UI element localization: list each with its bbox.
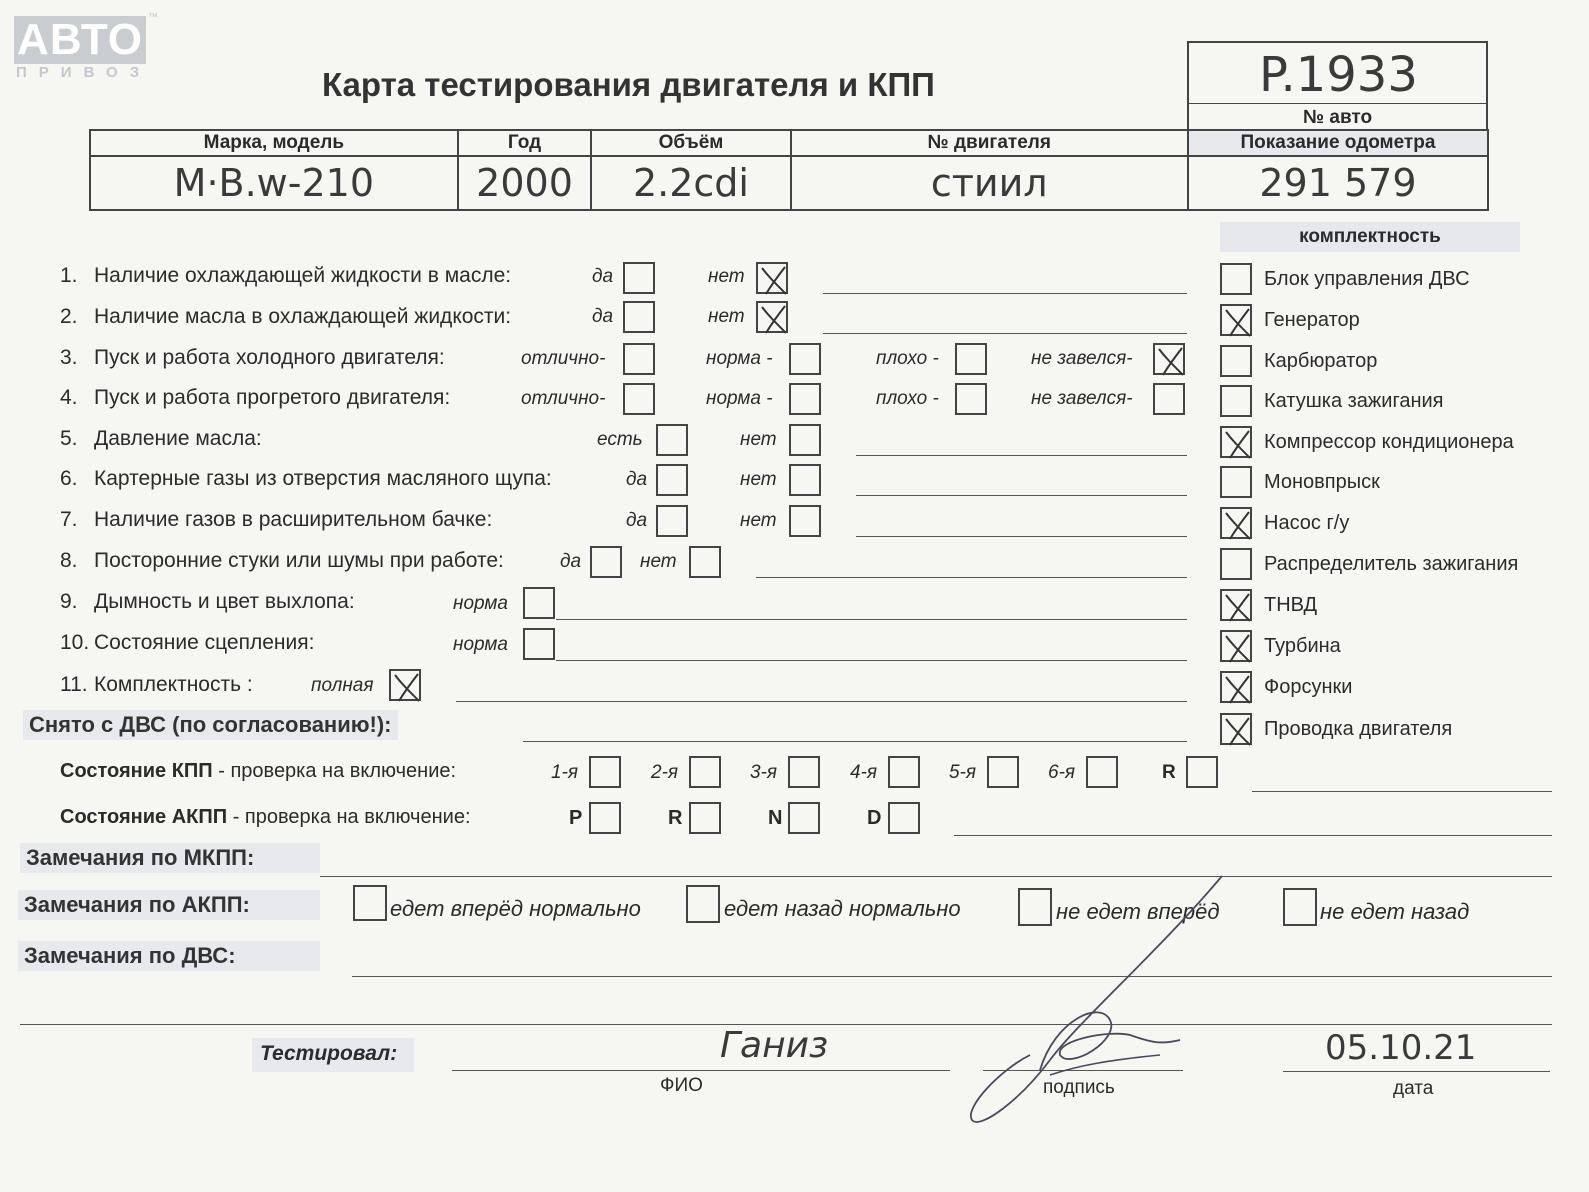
kompl-ac-compressor-checkbox[interactable]	[1220, 426, 1252, 458]
signature-label: подпись	[1043, 1077, 1115, 1098]
q11-full-checkbox[interactable]	[389, 669, 421, 701]
q7-opt-no-label: нет	[740, 510, 777, 531]
kompl-injection-pump-checkbox[interactable]	[1220, 589, 1252, 621]
q4-nostart-checkbox[interactable]	[1153, 383, 1185, 415]
q7-no-checkbox[interactable]	[789, 505, 821, 537]
gear-r-checkbox[interactable]	[1186, 756, 1218, 788]
col-volume-header: Объём	[591, 130, 790, 156]
question-10: 10. Состояние сцепления:	[60, 631, 315, 654]
q3-nostart-checkbox[interactable]	[1153, 343, 1185, 375]
gear-1-checkbox[interactable]	[589, 756, 621, 788]
check-mark-icon	[1222, 673, 1254, 705]
q10-opt-norm-label: норма	[453, 634, 508, 655]
gear-6-checkbox[interactable]	[1086, 756, 1118, 788]
akpp-d-label: D	[867, 807, 882, 829]
check-mark-icon	[1222, 428, 1254, 460]
q5-opt-yes-label: есть	[597, 429, 643, 450]
col-year-header: Год	[458, 130, 592, 156]
akpp-p-checkbox[interactable]	[589, 802, 621, 834]
akpp-no-back-label: не едет назад	[1320, 899, 1470, 924]
gear-3-checkbox[interactable]	[788, 756, 820, 788]
kompl-ps-pump-checkbox[interactable]	[1220, 507, 1252, 539]
model-value[interactable]: M·B.w-210	[90, 156, 458, 210]
akpp-r-checkbox[interactable]	[689, 802, 721, 834]
akpp-no-forward-label: не едет вперёд	[1056, 899, 1220, 924]
q8-yes-checkbox[interactable]	[590, 546, 622, 578]
q1-opt-no-label: нет	[708, 266, 745, 287]
gear-6-label: 6-я	[1048, 762, 1076, 783]
question-7: 7. Наличие газов в расширительном бачке:	[60, 508, 493, 531]
q7-opt-yes-label: да	[626, 510, 648, 531]
remarks-akpp-label: Замечания по АКПП:	[18, 890, 320, 920]
q3-opt-nostart-label: не завелся-	[1031, 348, 1133, 369]
question-1: 1. Наличие охлаждающей жидкости в масле:	[60, 264, 512, 287]
gear-4-label: 4-я	[850, 762, 878, 783]
q4-opt-bad-label: плохо -	[876, 388, 939, 409]
odometer-value[interactable]: 291 579	[1188, 156, 1488, 210]
check-mark-icon	[1222, 715, 1254, 747]
engine-number-value[interactable]: cтиил	[791, 156, 1188, 210]
col-odometer-header: Показание одометра	[1188, 130, 1488, 156]
kompl-distributor-label: Распределитель зажигания	[1264, 553, 1519, 575]
akpp-forward-ok-checkbox[interactable]	[353, 885, 387, 921]
q5-no-checkbox[interactable]	[789, 424, 821, 456]
kompl-monoinjection-checkbox[interactable]	[1220, 466, 1252, 498]
q4-excellent-checkbox[interactable]	[623, 383, 655, 415]
akpp-n-label: N	[768, 807, 783, 829]
q8-no-checkbox[interactable]	[689, 546, 721, 578]
q4-opt-excellent-label: отлично-	[521, 388, 606, 409]
check-mark-icon	[1222, 591, 1254, 623]
kompl-turbo-label: Турбина	[1264, 635, 1341, 657]
kompl-header: комплектность	[1220, 222, 1520, 252]
gear-2-checkbox[interactable]	[689, 756, 721, 788]
q3-normal-checkbox[interactable]	[789, 343, 821, 375]
q6-opt-no-label: нет	[740, 469, 777, 490]
q1-no-checkbox[interactable]	[756, 262, 788, 294]
check-mark-icon	[391, 671, 423, 703]
vehicle-table	[89, 129, 1489, 211]
check-mark-icon	[1155, 345, 1187, 377]
remarks-dvs-label: Замечания по ДВС:	[18, 941, 320, 971]
q2-opt-no-label: нет	[708, 306, 745, 327]
q2-opt-yes-label: да	[592, 306, 614, 327]
q1-opt-yes-label: да	[592, 266, 614, 287]
question-6: 6. Картерные газы из отверстия масляного щупа:	[60, 467, 552, 490]
kompl-distributor-checkbox[interactable]	[1220, 548, 1252, 580]
kompl-carburetor-label: Карбюратор	[1264, 350, 1378, 372]
removed-label: Снято с ДВС (по согласованию!):	[23, 710, 398, 740]
akpp-back-ok-label: едет назад нормально	[724, 896, 961, 921]
question-2: 2. Наличие масла в охлаждающей жидкости:	[60, 305, 512, 328]
kompl-injection-pump-label: ТНВД	[1264, 594, 1318, 616]
col-model-header: Марка, модель	[90, 130, 458, 156]
kompl-wiring-label: Проводка двигателя	[1264, 718, 1453, 740]
gear-4-checkbox[interactable]	[888, 756, 920, 788]
question-5: 5. Давление масла:	[60, 427, 262, 450]
q3-opt-bad-label: плохо -	[876, 348, 939, 369]
q5-yes-checkbox[interactable]	[656, 424, 688, 456]
q4-bad-checkbox[interactable]	[955, 383, 987, 415]
plate-label: № авто	[1302, 107, 1373, 128]
kompl-injectors-checkbox[interactable]	[1220, 671, 1252, 703]
question-11: 11. Комплектность :	[60, 673, 253, 696]
kompl-generator-checkbox[interactable]	[1220, 304, 1252, 336]
kompl-generator-label: Генератор	[1264, 309, 1360, 331]
gear-1-label: 1-я	[551, 762, 579, 783]
signature-drawing	[960, 870, 1240, 1140]
logo-tm: ™	[148, 12, 158, 23]
gear-5-checkbox[interactable]	[987, 756, 1019, 788]
akpp-p-label: P	[569, 807, 583, 829]
akpp-forward-ok-label: едет вперёд нормально	[390, 896, 641, 921]
date-label: дата	[1393, 1078, 1434, 1099]
question-3: 3. Пуск и работа холодного двигателя:	[60, 346, 445, 369]
kompl-turbo-checkbox[interactable]	[1220, 630, 1252, 662]
plate-number: P.1933	[1259, 47, 1418, 103]
q6-no-checkbox[interactable]	[789, 464, 821, 496]
q10-norm-checkbox[interactable]	[523, 628, 555, 660]
check-mark-icon	[758, 264, 790, 296]
q6-yes-checkbox[interactable]	[656, 464, 688, 496]
q6-opt-yes-label: да	[626, 469, 648, 490]
q8-opt-yes-label: да	[560, 551, 582, 572]
logo-subtitle: ПРИВОЗ	[16, 64, 152, 81]
q4-normal-checkbox[interactable]	[789, 383, 821, 415]
akpp-back-ok-checkbox[interactable]	[686, 885, 720, 923]
q4-opt-normal-label: норма -	[706, 388, 773, 409]
logo: АВТО	[14, 16, 146, 64]
q8-opt-no-label: нет	[640, 551, 677, 572]
q3-bad-checkbox[interactable]	[955, 343, 987, 375]
fio-label: ФИО	[660, 1075, 703, 1096]
gear-2-label: 2-я	[651, 762, 679, 783]
q1-yes-checkbox[interactable]	[623, 262, 655, 294]
kompl-monoinjection-label: Моновпрыск	[1264, 471, 1380, 493]
q3-opt-excellent-label: отлично-	[521, 348, 606, 369]
q2-no-checkbox[interactable]	[756, 301, 788, 333]
question-4: 4. Пуск и работа прогретого двигателя:	[60, 386, 451, 409]
plate-box	[1187, 41, 1488, 131]
q3-opt-normal-label: норма -	[706, 348, 773, 369]
akpp-d-checkbox[interactable]	[888, 802, 920, 834]
akpp-n-checkbox[interactable]	[788, 802, 820, 834]
q3-excellent-checkbox[interactable]	[623, 343, 655, 375]
gear-3-label: 3-я	[750, 762, 778, 783]
q7-yes-checkbox[interactable]	[656, 505, 688, 537]
question-8: 8. Посторонние стуки или шумы при работе:	[60, 549, 504, 572]
q11-opt-full-label: полная	[311, 675, 374, 696]
kpp-label: Состояние КПП - проверка на включение:	[60, 760, 457, 782]
year-value[interactable]: 2000	[458, 156, 592, 210]
kompl-carburetor-checkbox[interactable]	[1220, 345, 1252, 377]
fio-value[interactable]: Ганиз	[720, 1025, 829, 1066]
check-mark-icon	[1222, 509, 1254, 541]
page-title: Карта тестирования двигателя и КПП	[322, 66, 935, 103]
kompl-coil-checkbox[interactable]	[1220, 385, 1252, 417]
akpp-r-label: R	[668, 807, 683, 829]
gear-r-label: R	[1162, 762, 1176, 783]
q9-opt-norm-label: норма	[453, 593, 508, 614]
check-mark-icon	[1222, 632, 1254, 664]
remarks-mkpp-label: Замечания по МКПП:	[20, 843, 320, 873]
col-engine-header: № двигателя	[791, 130, 1188, 156]
question-9: 9. Дымность и цвет выхлопа:	[60, 590, 355, 613]
q5-opt-no-label: нет	[740, 429, 777, 450]
kompl-ac-compressor-label: Компрессор кондиционера	[1264, 431, 1514, 453]
kompl-wiring-checkbox[interactable]	[1220, 713, 1252, 745]
kompl-coil-label: Катушка зажигания	[1264, 390, 1444, 412]
akpp-label: Состояние АКПП - проверка на включение:	[60, 806, 471, 828]
q9-norm-checkbox[interactable]	[523, 587, 555, 619]
gear-5-label: 5-я	[949, 762, 977, 783]
kompl-ecu-label: Блок управления ДВС	[1264, 268, 1470, 290]
kompl-injectors-label: Форсунки	[1264, 676, 1353, 698]
q4-opt-nostart-label: не завелся-	[1031, 388, 1133, 409]
akpp-no-back-checkbox[interactable]	[1283, 888, 1317, 926]
kompl-ps-pump-label: Насос г/у	[1264, 512, 1350, 534]
kompl-ecu-checkbox[interactable]	[1220, 263, 1252, 295]
q2-yes-checkbox[interactable]	[623, 301, 655, 333]
date-value[interactable]: 05.10.21	[1325, 1028, 1477, 1068]
tested-label: Тестировал:	[260, 1042, 398, 1065]
check-mark-icon	[1222, 306, 1254, 338]
volume-value[interactable]: 2.2cdi	[591, 156, 790, 210]
check-mark-icon	[758, 303, 790, 335]
